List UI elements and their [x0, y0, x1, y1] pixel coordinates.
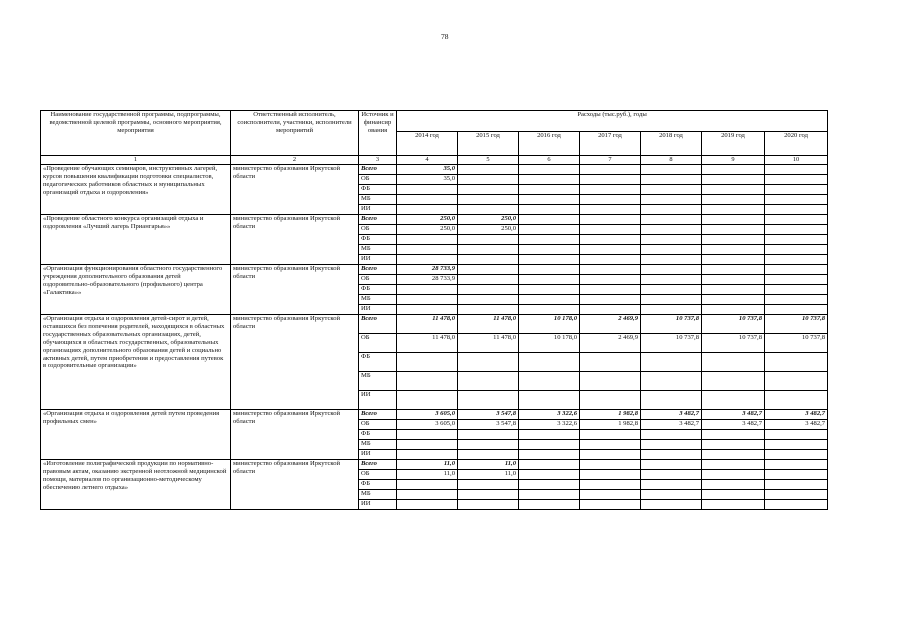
expense-value: 11 478,0: [458, 315, 519, 334]
expense-value: [641, 165, 702, 175]
expense-value: [458, 285, 519, 295]
expense-value: 3 605,0: [397, 410, 458, 420]
header-year: 2015 год: [458, 132, 519, 156]
expense-value: [397, 353, 458, 372]
expense-value: [641, 195, 702, 205]
expense-value: [458, 295, 519, 305]
expense-value: [641, 245, 702, 255]
expense-value: [641, 372, 702, 391]
expense-value: [765, 235, 828, 245]
expense-value: 11,0: [397, 460, 458, 470]
expense-value: [519, 205, 580, 215]
funding-source: ИИ: [359, 205, 397, 215]
column-number: 1: [41, 156, 231, 165]
expense-value: [580, 225, 641, 235]
expense-value: 10 737,8: [765, 315, 828, 334]
activity-name: «Проведение обучающих семинаров, инструктивных лагерей, курсов повышения квалификации подготовки специалистов, педагогических работников областных и муниципальных организаций отдыха и оздоровления»: [41, 165, 231, 215]
header-expenses: Расходы (тыс.руб.), годы: [397, 111, 828, 132]
expense-value: [580, 470, 641, 480]
expense-value: [702, 195, 765, 205]
expense-value: [580, 215, 641, 225]
expense-value: [641, 215, 702, 225]
expense-value: [702, 480, 765, 490]
expense-value: [765, 195, 828, 205]
expense-value: 11 478,0: [397, 334, 458, 353]
funding-source: ФБ: [359, 353, 397, 372]
expense-value: [519, 353, 580, 372]
expense-value: [397, 245, 458, 255]
expense-value: 1 982,8: [580, 410, 641, 420]
column-number-row: [41, 156, 828, 165]
expense-value: [765, 185, 828, 195]
expense-value: [580, 480, 641, 490]
expense-value: 11,0: [458, 460, 519, 470]
funding-source: Всего: [359, 410, 397, 420]
funding-source: ФБ: [359, 285, 397, 295]
expense-value: [702, 391, 765, 410]
expense-value: [702, 275, 765, 285]
expense-value: [519, 460, 580, 470]
expense-value: [519, 275, 580, 285]
expense-value: [519, 185, 580, 195]
expense-value: 3 322,6: [519, 420, 580, 430]
expense-value: [397, 205, 458, 215]
funding-source: ОБ: [359, 275, 397, 285]
funding-source: ИИ: [359, 391, 397, 410]
expense-value: [702, 165, 765, 175]
expense-value: [458, 480, 519, 490]
column-number: 8: [641, 156, 702, 165]
expense-value: [641, 480, 702, 490]
responsible-executor: министерство образования Иркутской области: [231, 265, 359, 315]
table-row: [41, 460, 828, 470]
expense-value: [458, 265, 519, 275]
header-year: 2014 год: [397, 132, 458, 156]
expense-value: [641, 275, 702, 285]
expense-value: [641, 305, 702, 315]
column-number: 5: [458, 156, 519, 165]
funding-source: МБ: [359, 245, 397, 255]
expense-value: 3 547,8: [458, 420, 519, 430]
expense-value: [519, 480, 580, 490]
funding-source: Всего: [359, 215, 397, 225]
expense-value: [702, 285, 765, 295]
expense-value: [641, 440, 702, 450]
expense-value: [519, 372, 580, 391]
funding-source: ОБ: [359, 225, 397, 235]
expense-value: [580, 440, 641, 450]
expense-value: [702, 470, 765, 480]
table-row: [41, 215, 828, 225]
expense-value: [641, 285, 702, 295]
expense-value: [580, 460, 641, 470]
expense-value: [765, 353, 828, 372]
column-number: 9: [702, 156, 765, 165]
expense-value: [765, 490, 828, 500]
responsible-executor: министерство образования Иркутской области: [231, 460, 359, 510]
expense-value: [580, 285, 641, 295]
expense-value: 28 733,9: [397, 275, 458, 285]
expense-value: [641, 225, 702, 235]
table-row: [41, 410, 828, 420]
expense-value: [765, 165, 828, 175]
header-year: 2019 год: [702, 132, 765, 156]
expense-value: [641, 450, 702, 460]
expense-value: [519, 440, 580, 450]
expense-value: 250,0: [458, 225, 519, 235]
expense-value: [765, 225, 828, 235]
expense-value: [519, 175, 580, 185]
expense-value: [519, 165, 580, 175]
expense-value: [458, 205, 519, 215]
responsible-executor: министерство образования Иркутской области: [231, 165, 359, 215]
expense-value: [765, 440, 828, 450]
expense-value: [397, 500, 458, 510]
expense-value: [458, 391, 519, 410]
responsible-executor: министерство образования Иркутской области: [231, 215, 359, 265]
funding-source: МБ: [359, 490, 397, 500]
funding-source: Всего: [359, 460, 397, 470]
expense-value: [641, 430, 702, 440]
expense-value: [580, 195, 641, 205]
funding-source: ОБ: [359, 420, 397, 430]
expense-value: [519, 490, 580, 500]
expense-value: 28 733,9: [397, 265, 458, 275]
expense-value: [702, 450, 765, 460]
expense-value: [580, 165, 641, 175]
expense-value: 3 482,7: [702, 420, 765, 430]
expense-value: [580, 245, 641, 255]
funding-source: ФБ: [359, 480, 397, 490]
header-name: Наименование государственной программы, подпрограммы, ведомственной целевой программы, основного мероприятия, мероприятия: [41, 111, 231, 156]
funding-source: ОБ: [359, 175, 397, 185]
header-year: 2020 год: [765, 132, 828, 156]
expense-value: 10 178,0: [519, 334, 580, 353]
header-source: Источник и финансир ования: [359, 111, 397, 156]
expense-value: 2 469,9: [580, 334, 641, 353]
header-year: 2017 год: [580, 132, 641, 156]
expense-value: [519, 255, 580, 265]
expense-value: [765, 500, 828, 510]
expense-value: [765, 295, 828, 305]
expense-value: [458, 165, 519, 175]
expense-value: [641, 353, 702, 372]
expense-value: [519, 500, 580, 510]
expense-value: [519, 470, 580, 480]
column-number: 6: [519, 156, 580, 165]
expense-value: 3 482,7: [702, 410, 765, 420]
funding-source: ИИ: [359, 450, 397, 460]
expense-value: [765, 205, 828, 215]
expense-value: [458, 175, 519, 185]
expense-value: [519, 295, 580, 305]
funding-source: МБ: [359, 295, 397, 305]
header-responsible: Ответственный исполнитель, соисполнители, участники, исполнители мероприятий: [231, 111, 359, 156]
column-number: 4: [397, 156, 458, 165]
expense-value: [397, 372, 458, 391]
expense-value: 3 547,8: [458, 410, 519, 420]
column-number: 7: [580, 156, 641, 165]
funding-source: Всего: [359, 165, 397, 175]
expense-value: [397, 440, 458, 450]
expense-value: [641, 500, 702, 510]
expense-value: [702, 305, 765, 315]
activity-name: «Организация функционирования областного государственного учреждения дополнительного образования детей оздоровительно-образовательного (профильного) центра «Галактика»»: [41, 265, 231, 315]
expense-value: [458, 195, 519, 205]
expense-value: [397, 295, 458, 305]
funding-source: ИИ: [359, 305, 397, 315]
activity-name: «Организация отдыха и оздоровления детей-сирот и детей, оставшихся без попечения родителей, находящихся в областных государственных образовательных организациях, детей, обучающихся в областных государственных, образовательных организациях дополнительного образования детей и социально активных детей, путем приобретения и предоставления путевок в оздоровительные организации»: [41, 315, 231, 410]
expense-value: [397, 255, 458, 265]
expense-value: [702, 500, 765, 510]
activity-name: «Изготовление полиграфической продукции по нормативно-правовым актам, оказанию экстренной неотложной медицинской помощи, материалов по организационно-методическому обеспечению летнего отдыха»: [41, 460, 231, 510]
expense-value: 3 605,0: [397, 420, 458, 430]
expense-value: 3 482,7: [641, 410, 702, 420]
expense-value: [458, 235, 519, 245]
expense-value: [458, 430, 519, 440]
expense-value: 3 482,7: [765, 420, 828, 430]
expense-value: [580, 185, 641, 195]
funding-source: ФБ: [359, 430, 397, 440]
expense-value: [519, 305, 580, 315]
expense-value: [641, 391, 702, 410]
expense-value: 3 482,7: [641, 420, 702, 430]
expense-value: [519, 235, 580, 245]
expense-value: [580, 255, 641, 265]
table-row: [41, 265, 828, 275]
expense-value: [765, 215, 828, 225]
expense-value: [458, 353, 519, 372]
expense-value: [458, 372, 519, 391]
expense-value: [458, 255, 519, 265]
expense-value: [397, 195, 458, 205]
expense-value: [458, 185, 519, 195]
expense-value: 10 737,8: [765, 334, 828, 353]
funding-source: Всего: [359, 265, 397, 275]
expense-value: [765, 450, 828, 460]
header-year: 2016 год: [519, 132, 580, 156]
expense-value: [765, 480, 828, 490]
expense-value: [580, 305, 641, 315]
expense-value: 10 737,8: [702, 315, 765, 334]
column-number: 10: [765, 156, 828, 165]
expense-value: [702, 225, 765, 235]
expense-value: [702, 175, 765, 185]
expense-value: 10 737,8: [641, 315, 702, 334]
expense-value: [519, 245, 580, 255]
expense-value: [458, 450, 519, 460]
expense-value: [519, 391, 580, 410]
expense-value: [397, 285, 458, 295]
expense-value: [702, 430, 765, 440]
expense-value: [458, 490, 519, 500]
responsible-executor: министерство образования Иркутской области: [231, 410, 359, 460]
expense-value: [580, 430, 641, 440]
expense-value: [641, 185, 702, 195]
expense-value: [519, 225, 580, 235]
expense-value: [765, 265, 828, 275]
expense-value: [519, 430, 580, 440]
expense-value: [580, 205, 641, 215]
expense-value: [641, 460, 702, 470]
funding-source: ФБ: [359, 185, 397, 195]
expense-value: [641, 490, 702, 500]
responsible-executor: министерство образования Иркутской области: [231, 315, 359, 410]
expense-value: 10 178,0: [519, 315, 580, 334]
expense-value: [765, 305, 828, 315]
expense-value: [397, 235, 458, 245]
expense-value: 3 322,6: [519, 410, 580, 420]
expense-value: [641, 205, 702, 215]
expense-value: [458, 440, 519, 450]
expense-value: [458, 245, 519, 255]
expense-value: [519, 265, 580, 275]
expense-value: [641, 255, 702, 265]
expense-value: [765, 430, 828, 440]
expense-value: [580, 353, 641, 372]
expense-value: [519, 195, 580, 205]
expense-value: [458, 305, 519, 315]
expense-value: [702, 215, 765, 225]
expense-value: [702, 245, 765, 255]
expense-value: 11 478,0: [458, 334, 519, 353]
expense-value: [641, 295, 702, 305]
funding-source: ФБ: [359, 235, 397, 245]
expense-value: [702, 460, 765, 470]
page-number: 78: [441, 32, 449, 41]
expense-value: [641, 470, 702, 480]
expense-value: [397, 305, 458, 315]
expense-value: [702, 205, 765, 215]
expense-value: [702, 490, 765, 500]
expense-value: 11,0: [458, 470, 519, 480]
expense-value: [702, 372, 765, 391]
expense-value: [765, 255, 828, 265]
expense-value: [765, 460, 828, 470]
expense-value: [702, 265, 765, 275]
expense-value: [765, 391, 828, 410]
funding-source: МБ: [359, 440, 397, 450]
funding-source: МБ: [359, 372, 397, 391]
header-year: 2018 год: [641, 132, 702, 156]
expense-value: [580, 391, 641, 410]
budget-table: [40, 110, 828, 510]
expense-value: 35,0: [397, 175, 458, 185]
expense-value: [702, 185, 765, 195]
expense-value: [458, 275, 519, 285]
expense-value: [765, 245, 828, 255]
expense-value: [580, 295, 641, 305]
expense-value: [580, 265, 641, 275]
expense-value: 2 469,9: [580, 315, 641, 334]
expense-value: [765, 175, 828, 185]
expense-value: [641, 265, 702, 275]
expense-value: [580, 235, 641, 245]
expense-value: [580, 490, 641, 500]
expense-value: 11,0: [397, 470, 458, 480]
expense-value: 10 737,8: [702, 334, 765, 353]
funding-source: Всего: [359, 315, 397, 334]
expense-value: 10 737,8: [641, 334, 702, 353]
expense-value: [641, 175, 702, 185]
expense-value: [702, 353, 765, 372]
expense-value: [765, 470, 828, 480]
expense-value: 1 982,8: [580, 420, 641, 430]
expense-value: [397, 450, 458, 460]
expense-value: 250,0: [397, 225, 458, 235]
expense-value: [519, 450, 580, 460]
expense-value: [397, 430, 458, 440]
expense-value: [458, 500, 519, 510]
expense-value: [765, 275, 828, 285]
expense-value: [580, 450, 641, 460]
expense-value: [765, 285, 828, 295]
expense-value: [702, 295, 765, 305]
expense-value: 35,0: [397, 165, 458, 175]
expense-value: [702, 235, 765, 245]
column-number: 3: [359, 156, 397, 165]
expense-value: [580, 275, 641, 285]
table-row: [41, 315, 828, 334]
funding-source: ИИ: [359, 255, 397, 265]
expense-value: [397, 391, 458, 410]
activity-name: «Проведение областного конкурса организаций отдыха и оздоровления «Лучший лагерь Приангарья»»: [41, 215, 231, 265]
expense-value: [580, 372, 641, 391]
expense-value: 250,0: [397, 215, 458, 225]
table-body: [41, 165, 828, 510]
activity-name: «Организация отдыха и оздоровления детей путем проведения профильных смен»: [41, 410, 231, 460]
expense-value: [641, 235, 702, 245]
funding-source: ОБ: [359, 470, 397, 480]
funding-source: ИИ: [359, 500, 397, 510]
expense-value: [580, 500, 641, 510]
expense-value: [397, 490, 458, 500]
table-row: [41, 165, 828, 175]
expense-value: [765, 372, 828, 391]
expense-value: [702, 440, 765, 450]
expense-value: [702, 255, 765, 265]
expense-value: [580, 175, 641, 185]
funding-source: МБ: [359, 195, 397, 205]
expense-value: [397, 480, 458, 490]
expense-value: 11 478,0: [397, 315, 458, 334]
expense-value: 250,0: [458, 215, 519, 225]
expense-value: [519, 215, 580, 225]
column-number: 2: [231, 156, 359, 165]
funding-source: ОБ: [359, 334, 397, 353]
expense-value: [519, 285, 580, 295]
expense-value: 3 482,7: [765, 410, 828, 420]
expense-value: [397, 185, 458, 195]
